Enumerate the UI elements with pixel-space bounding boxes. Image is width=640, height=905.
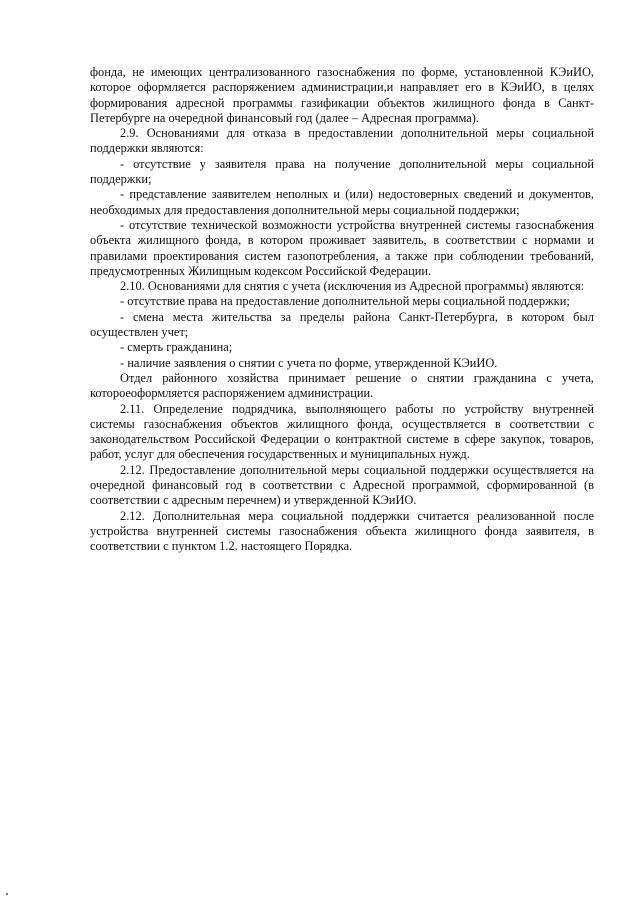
- paragraph-2-11: 2.11. Определение подрядчика, выполняющего работы по устройству внутренней системы газоснабжения объектов жилищного фонда, осуществляется в соответствии с законодательством Российской Федерации о контрактной системе в сфере закупок, товаров, работ, услуг для обеспечения государственных и муниципальных нужд.: [90, 401, 594, 462]
- paragraph-2-9: 2.9. Основаниями для отказа в предоставлении дополнительной меры социальной поддержки являются:: [90, 126, 594, 156]
- list-item-removal-4: - наличие заявления о снятии с учета по форме, утвержденной КЭиИО.: [120, 355, 498, 370]
- paragraph-department-decision: Отдел районного хозяйства принимает решение о снятии гражданина с учета, котороеоформляется распоряжением администрации.: [90, 370, 594, 401]
- list-item-refusal-2: - представление заявителем неполных и (или) недостоверных сведений и документов, необходимых для предоставления дополнительной меры социальной поддержки;: [90, 187, 594, 217]
- paragraph-2-10: 2.10. Основаниями для снятия с учета (исключения из Адресной программы) являются:: [120, 279, 585, 294]
- paragraph-2-12-implemented: 2.12. Дополнительная мера социальной поддержки считается реализованной после устройства внутренней системы газоснабжения объекта жилищного фонда заявителя, в соответствии с пунктом 1.2. настоящего Порядка.: [90, 508, 594, 554]
- paragraph-continuation: фонда, не имеющих централизованного газоснабжения по форме, установленной КЭиИО, которое оформляется распоряжением администрации,и направляет его в КЭиИО, в целях формирования адресной программы газификации объектов жилищного фонда в Санкт-Петербурге на очередной финансовый год (далее – Адресная программа).: [90, 65, 594, 125]
- list-item-removal-1: - отсутствие права на предоставление дополнительной меры социальной поддержки;: [120, 294, 570, 309]
- list-item-removal-3: - смерть гражданина;: [120, 340, 233, 355]
- list-item-refusal-1: - отсутствие у заявителя права на получение дополнительной меры социальной поддержки;: [90, 156, 594, 187]
- paragraph-2-12-provision: 2.12. Предоставление дополнительной меры социальной поддержки осуществляется на очередной финансовый год в соответствии с Адресной программой, сформированной (в соответствии с адресным перечнем) и утвержденной КЭиИО.: [90, 462, 594, 508]
- scan-speck: [6, 893, 8, 895]
- document-body: [90, 65, 594, 555]
- list-item-removal-2: - смена места жительства за пределы района Санкт-Петербурга, в котором был осуществлен учет;: [90, 309, 594, 340]
- list-item-refusal-3: - отсутствие технической возможности устройства внутренней системы газоснабжения объекта жилищного фонда, в котором проживает заявитель, в соответствии с нормами и правилами проектирования систем газопотребления, а также при соблюдении требований, предусмотренных Жилищным кодексом Российской Федерации.: [90, 217, 594, 278]
